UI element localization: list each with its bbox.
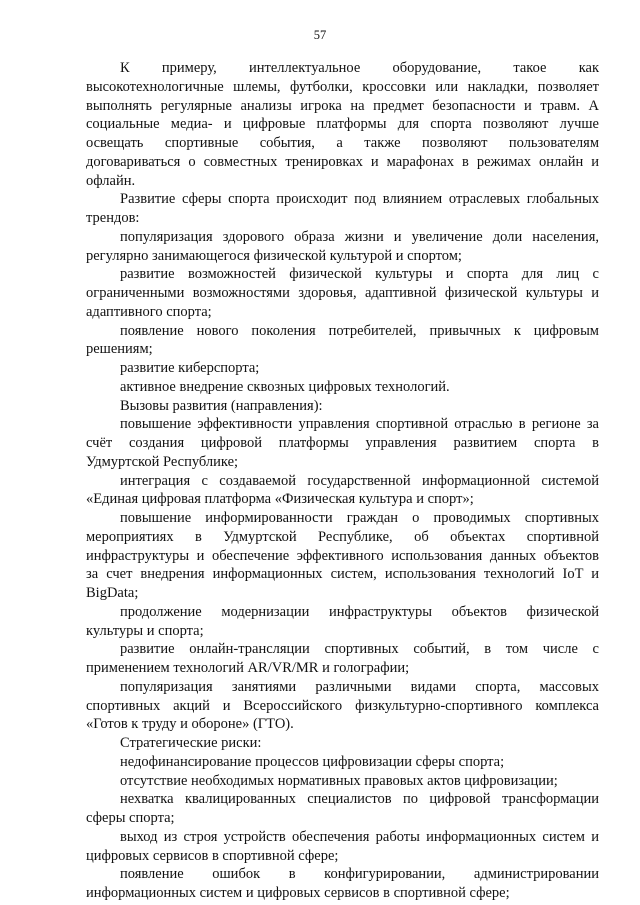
text-line: информационных систем и цифровых сервисов в спортивной сфере;: [86, 885, 510, 901]
text-line: счёт создания цифровой платформы управления развитием спорта в: [86, 435, 599, 451]
text-line: активное внедрение сквозных цифровых технологий.: [120, 378, 450, 395]
text-line: цифровых сервисов в спортивной сфере;: [86, 847, 339, 864]
text-line: договариваться о совместных тренировках и марафонах в режимах онлайн и: [86, 153, 599, 170]
text-line: популяризация здорового образа жизни и увеличение доли населения,: [120, 228, 599, 245]
text-line: развитие возможностей физической культуры и спорта для лиц с: [120, 266, 599, 283]
text-line: спортивных акций и Всероссийского физкультурно-спортивного комплекса: [86, 697, 599, 714]
text-line: появление ошибок в конфигурировании, администрировании: [120, 866, 599, 883]
text-line: социальные медиа- и цифровые платформы для спорта позволяют лучше: [86, 116, 599, 133]
text-line: повышение эффективности управления спортивной отраслью в регионе за: [120, 416, 599, 433]
text-line: регулярно занимающегося физической культурой и спортом;: [86, 247, 462, 264]
text-line: повышение информированности граждан о проводимых спортивных: [120, 510, 599, 526]
text-line: развитие киберспорта;: [120, 360, 260, 376]
text-line: Стратегические риски:: [120, 735, 262, 751]
text-line: продолжение модернизации инфраструктуры объектов физической: [120, 603, 599, 620]
page-number: 57: [313, 28, 327, 42]
text-line: BigData;: [86, 585, 139, 601]
text-line: Развитие сферы спорта происходит под влиянием отраслевых глобальных: [120, 191, 599, 208]
text-line: офлайн.: [86, 172, 136, 189]
text-line: инфраструктуры и обеспечение эффективного использования данных объектов: [86, 547, 599, 564]
text-line: нехватка квалицированных специалистов по цифровой трансформации: [120, 791, 599, 808]
text-line: мероприятиях в Удмуртской Республике, об объектах спортивной: [86, 528, 599, 545]
text-line: за счет внедрения информационных систем, использования технологий IoT и: [86, 566, 599, 583]
text-line: К примеру, интеллектуальное оборудование, такое как: [120, 60, 599, 76]
text-line: появление нового поколения потребителей, привычных к цифровым: [120, 322, 599, 339]
text-line: выход из строя устройств обеспечения работы информационных систем и: [120, 828, 599, 845]
text-line: отсутствие необходимых нормативных правовых актов цифровизации;: [120, 772, 558, 789]
text-line: выполнять регулярные анализы игрока на предмет безопасности и травм. А: [86, 97, 599, 114]
text-line: решениям;: [86, 341, 153, 358]
text-line: популяризация занятиями различными видами спорта, массовых: [120, 678, 599, 695]
text-line: сферы спорта;: [86, 810, 175, 826]
text-line: трендов:: [86, 210, 140, 226]
text-line: ограниченными возможностями здоровья, адаптивной физической культуры и: [86, 285, 599, 301]
text-line: развитие онлайн-трансляции спортивных событий, в том числе с: [120, 641, 599, 658]
text-line: недофинансирование процессов цифровизации сферы спорта;: [120, 753, 505, 770]
text-line: интеграция с создаваемой государственной информационной системой: [120, 472, 599, 489]
text-line: освещать спортивные события, а также позволяют пользователям: [86, 135, 599, 151]
text-line: адаптивного спорта;: [86, 303, 212, 320]
text-line: «Единая цифровая платформа «Физическая культура и спорт»;: [86, 491, 474, 508]
text-line: «Готов к труду и обороне» (ГТО).: [86, 716, 294, 733]
text-line: применением технологий AR/VR/MR и голографии;: [86, 660, 410, 676]
text-line: культуры и спорта;: [86, 622, 204, 639]
text-line: Вызовы развития (направления):: [120, 397, 323, 414]
text-line: Удмуртской Республике;: [86, 453, 239, 470]
text-line: высокотехнологичные шлемы, футболки, кроссовки или накладки, позволяет: [86, 78, 599, 95]
